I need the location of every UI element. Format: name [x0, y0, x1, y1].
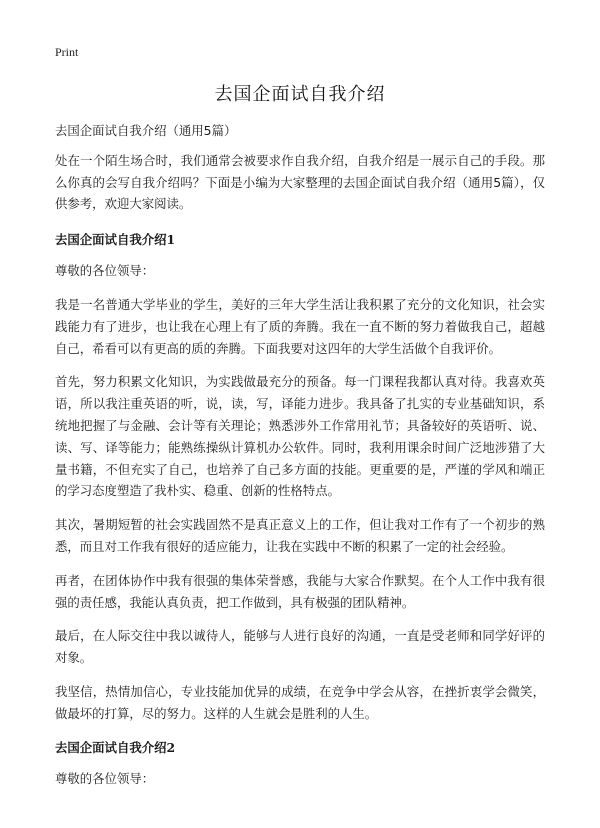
- body-paragraph: 首先，努力积累文化知识，为实践做最充分的预备。每一门课程我都认真对待。我喜欢英语，所以我注重英语的听，说，读，写，译能力进步。我具备了扎实的专业基础知识，系统地把握了与金融、会计等有关理论；熟悉涉外工作常用礼节；具备较好的英语听、说、读、写、译等能力；能熟练操纵计算机办公软件。同时，我利用课余时间广泛地涉猎了大量书籍，不但充实了自己，也培养了自己多方面的技能。更重要的是，严谨的学风和端正的学习态度塑造了我朴实、稳重、创新的性格特点。: [55, 374, 545, 499]
- print-link[interactable]: Print: [55, 45, 79, 59]
- page-title: 去国企面试自我介绍: [214, 84, 386, 105]
- body-paragraph: 再者，在团体协作中我有很强的集体荣誉感，我能与大家合作默契。在个人工作中我有很强的责任感，我能认真负责，把工作做到，具有极强的团队精神。: [55, 572, 545, 610]
- body-paragraph: 我是一名普通大学毕业的学生，美好的三年大学生活让我积累了充分的文化知识，社会实践能力有了进步，也让我在心理上有了质的奔腾。我在一直不断的努力着做我自己，超越自己，希看可以有更高的质的奔腾。下面我要对这四年的大学生活做个自我评价。: [55, 296, 545, 356]
- document-subtitle: 去国企面试自我介绍（通用5篇）: [55, 123, 237, 138]
- section-greeting: 尊敬的各位领导：: [55, 263, 155, 279]
- body-paragraph: 其次，暑期短暂的社会实践固然不是真正意义上的工作，但让我对工作有了一个初步的熟悉，而且对工作我有很好的适应能力，让我在实践中不断的积累了一定的社会经验。: [55, 517, 545, 554]
- document-body: [55, 120, 545, 801]
- section-greeting: 尊敬的各位领导：: [55, 770, 155, 786]
- body-paragraph: 我坚信，热情加信心，专业技能加优异的成绩，在竞争中学会从容，在挫折衷学会微笑，做最坏的打算，尽的努力。这样的人生就会是胜利的人生。: [55, 683, 545, 721]
- intro-paragraph: 处在一个陌生场合时，我们通常会被要求作自我介绍，自我介绍是一展示自己的手段。那么你真的会写自我介绍吗？下面是小编为大家整理的去国企面试自我介绍（通用5篇），仅供参考，欢迎大家阅读。: [55, 152, 545, 212]
- section-heading: 去国企面试自我介绍2: [55, 739, 176, 755]
- section-heading: 去国企面试自我介绍1: [55, 232, 176, 248]
- body-paragraph: 最后，在人际交往中我以诚待人，能够与人进行良好的沟通，一直是受老师和同学好评的对象。: [55, 628, 545, 666]
